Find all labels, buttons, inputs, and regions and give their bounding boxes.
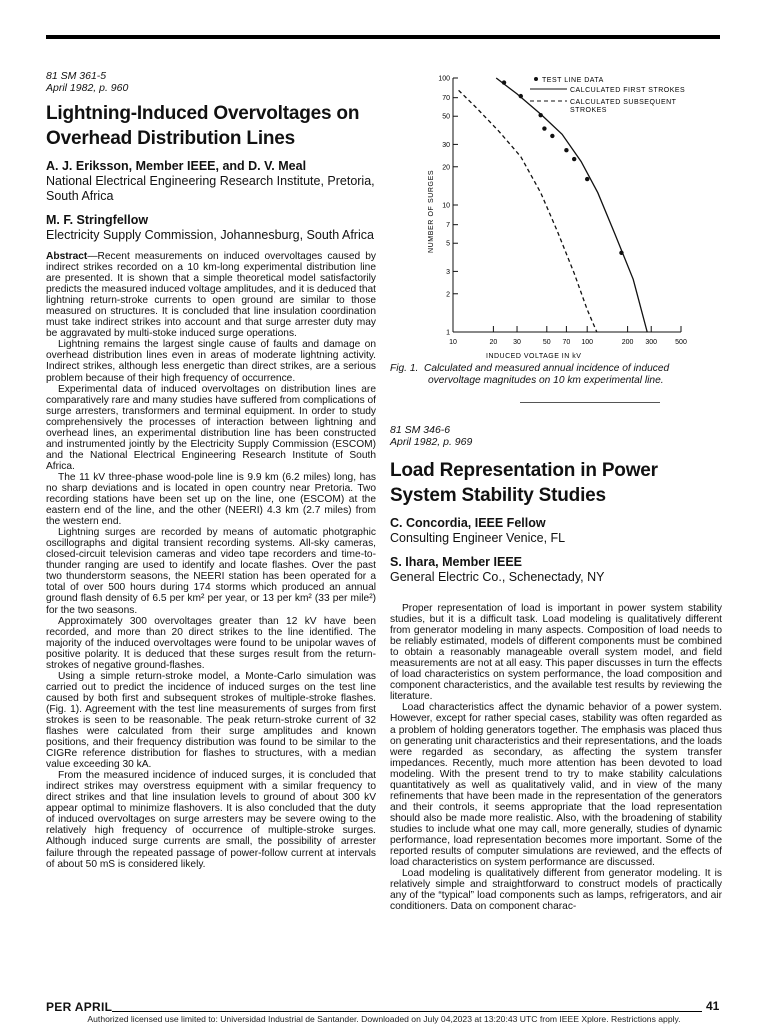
affiliation: National Electrical Engineering Research Institute, Pretoria, South Africa [46,174,375,203]
test-data-point [542,126,546,130]
article-body [390,603,722,912]
y-tick-label: 30 [442,141,450,149]
paper-date: April 1982, p. 960 [46,82,129,94]
x-tick-label: 50 [542,339,551,346]
journal-footer: PER APRIL [46,1000,113,1014]
page-number: 41 [706,999,720,1013]
abstract [46,251,376,339]
legend-first-label: CALCULATED FIRST STROKES [570,87,686,94]
chart-marks [459,78,648,332]
paragraph: Experimental data of induced overvoltages on distribution lines are comparatively rare and many studies have suffered from complications of surge arresters, transformers and terminal equipment. In order to study comprehensively the processes of interaction between lightning and overhead lines, an experimental distribution line has been constructed and instrumented jointly by the Electricity Supply Commission (ESCOM) and the National Electrical Engineering Research Institute of South Africa. [46,383,376,472]
abstract-text: —Recent measurements on induced overvoltages caused by indirect strikes recorded on a 10 km-long experimental distribution line are presented. It is shown that a simple theoretical model satisfactorily predicts the measured induced voltage amplitudes, and it is deduced that lightning return-stroke currents to open ground are similar to those measured on structures. It is concluded that line insulation coordination must take indirect strikes into account and that surge arrester duty may be aggravated by multi-stoke induced surge operations. [46,251,376,340]
y-tick-label: 2 [446,291,450,299]
first-strokes-curve [496,78,647,332]
legend-dot [534,77,538,81]
x-tick-label: 500 [675,339,687,346]
affiliation: Consulting Engineer Venice, FL [390,531,566,545]
right-column [390,70,722,912]
y-tick-label: 7 [446,222,450,230]
paper-id: 81 SM 361-5 [46,70,107,82]
figure-1 [390,70,722,363]
legend-subsequent-line2: STROKES [570,107,607,114]
affiliation: General Electric Co., Schenectady, NY [390,570,605,584]
abstract-label: Abstract [46,251,88,262]
paragraph: Load characteristics affect the dynamic behavior of a power system. However, except for rather special cases, stability was often regarded as a problem of holding generators together. The emphasis was placed thus on generating unit characteristics and their representations, and the loads were regarded as secondary, as affecting the system transfer impedances. Recently, much more attention has been devoted to load modeling. With the present trend to try to make stability calculations quantitatively as well as qualitatively valid, and in view of the many refinements that have been made in the representation of the generators and their controls, it seems appropriate that the load representation should also be made more realistic. Also, with the broadening of stability studies to include what one may call, more generally, studies of dynamic performance, load representation becomes more important. Some of the reported results of computer simulations are reviewed, and the effects of load characteristics on system performance are discussed. [390,702,722,869]
affiliation: Electricity Supply Commission, Johannesburg, South Africa [46,228,374,242]
paragraph: Load modeling is qualitatively different from generator modeling. It is relatively simple and straightforward to construct models of practically any of the “typical” load components such as lamps, refrigerators, and air conditioners. Data on component charac- [390,868,722,913]
incidence-chart [390,70,722,363]
paper-id: 81 SM 346-6 [390,424,451,436]
x-tick-label: 70 [562,339,571,346]
paragraph: Lightning remains the largest single cause of faults and damage on overhead distribution lines even in areas of moderate lightning activity. Indirect strikes, although less energetic than direct strikes, are a serious problem because of their high frequency of occurrence. [46,339,376,384]
author-line: C. Concordia, IEEE Fellow [390,516,546,530]
top-rule [46,35,720,39]
x-tick-label: 300 [645,339,658,346]
x-tick-label: 200 [621,339,634,346]
author-line: S. Ihara, Member IEEE [390,555,522,569]
paper-date: April 1982, p. 969 [390,436,473,448]
y-tick-label: 1 [446,329,450,337]
x-axis-label: INDUCED VOLTAGE IN kV [486,353,582,360]
author-line: A. J. Eriksson, Member IEEE, and D. V. Meal [46,159,307,173]
paragraph: Approximately 300 overvoltages greater than 12 kV have been recorded, and more than 20 direct strikes to the line identified. The majority of the induced overvoltages were found to be unipolar waves of positive polarity. It is deduced that these surges result from the return-strokes of negative ground-flashes. [46,615,376,671]
paragraph: Proper representation of load is important in power system stability studies, but it is a difficult task. Load modeling is qualitatively different from generator modeling in many aspects. Composition of load needs to be reliably estimated, models of different components must be combined to obtain a reasonably manageable overall system model, and field measurements are not at all easy. This paper discusses in turn the effects of load characteristics on system performance, the load composition and component characteristics, and the available test results by reviewing the literature. [390,603,722,703]
y-tick-label: 20 [442,164,450,172]
x-tick-label: 10 [449,339,457,346]
y-tick-label: 50 [442,113,450,121]
footer-rule [112,1011,702,1012]
y-tick-label: 100 [438,75,450,83]
x-tick-label: 20 [489,339,498,346]
paragraph: The 11 kV three-phase wood-pole line is 9.9 km (6.2 miles) long, has no sharp deviations and is located in open country near Pretoria. Two recording stations have been set up on the line, one (ESCOM) at the eastern end of the line, and the other (NEERI) 4.3 km (2.7 miles) from the western end. [46,471,376,528]
y-axis-label: NUMBER OF SURGES [428,169,435,253]
chart-axes [438,76,687,347]
paragraph: Lightning surges are recorded by means of automatic photgraphic oscillographs and digital transient recording systems. All-sky cameras, closed-circuit television cameras and video tape recorders and time-to-thunder ranging are used to identify and locate flashes. Over the past two thunderstorm seasons, the NEERI station has been operated for a total of over 500 hours during 174 storms which produced an annual ground flash density of 6.5 per km² per year, or 13 per km² (33 per mile²) for the two seasons. [46,527,376,616]
y-tick-label: 10 [442,202,450,210]
legend-subsequent-label [570,99,679,114]
test-data-point [585,177,589,181]
license-notice: Authorized licensed use limited to: Universidad Industrial de Santander. Downloaded on July 04,2023 at 13:20:43 UTC from IEEE Xplore. Restrictions apply. [87,1014,681,1024]
article-title: Lightning-Induced Overvoltages on Overhead Distribution Lines [46,103,360,149]
test-data-point [550,134,554,138]
figure-caption [390,363,722,386]
article-separator [520,402,660,403]
article-title: Load Representation in Power System Stability Studies [390,460,658,506]
left-article [46,70,376,870]
subsequent-strokes-curve [459,90,597,332]
legend-subsequent-line1: CALCULATED SUBSEQUENT [570,99,677,106]
test-data-point [564,148,568,152]
legend-test-label: TEST LINE DATA [542,77,604,84]
x-tick-label: 100 [581,339,594,346]
chart-legend [530,77,685,114]
paragraph: Using a simple return-stroke model, a Monte-Carlo simulation was carried out to predict the incidence of induced surges on the test line caused by both first and subsequent strokes of multiple-stroke flashes. (Fig. 1). Agreement with the test line measurements of surges from first strokes is seen to be reasonable. The peak return-stroke current of 32 flashes were calculated from their surge amplitudes and known positions, and their frequency distribution was found to be similar to the CIGRe reference distribution for flashes to structures, with a median value exceeding 30 kA. [46,670,376,771]
x-tick-label: 30 [513,339,521,346]
article-body [46,251,376,870]
y-tick-label: 5 [446,240,450,248]
caption-label: Fig. 1. [390,363,419,374]
author-line: M. F. Stringfellow [46,213,149,227]
caption-text: Calculated and measured annual incidence of induced overvoltage magnitudes on 10 km experimental line. [423,363,670,386]
test-data-point [572,157,576,161]
y-tick-label: 3 [446,268,450,276]
y-tick-label: 70 [442,95,450,103]
paragraph: From the measured incidence of induced surges, it is concluded that indirect strikes may overstress equipment with a similar frequency to direct strikes and that line insulation levels to ground of about 300 kV appear optimal to minimize flashovers. It is also concluded that the duty of induced overvoltages on surge arresters may be severe owing to the relatively high frequency of occurrence of multiple-stroke surges. Although induced surge currents are small, the possibility of arrester failure through the repeated passage of power-follow current at intervals of about 50 mS is considered likely. [46,770,376,870]
